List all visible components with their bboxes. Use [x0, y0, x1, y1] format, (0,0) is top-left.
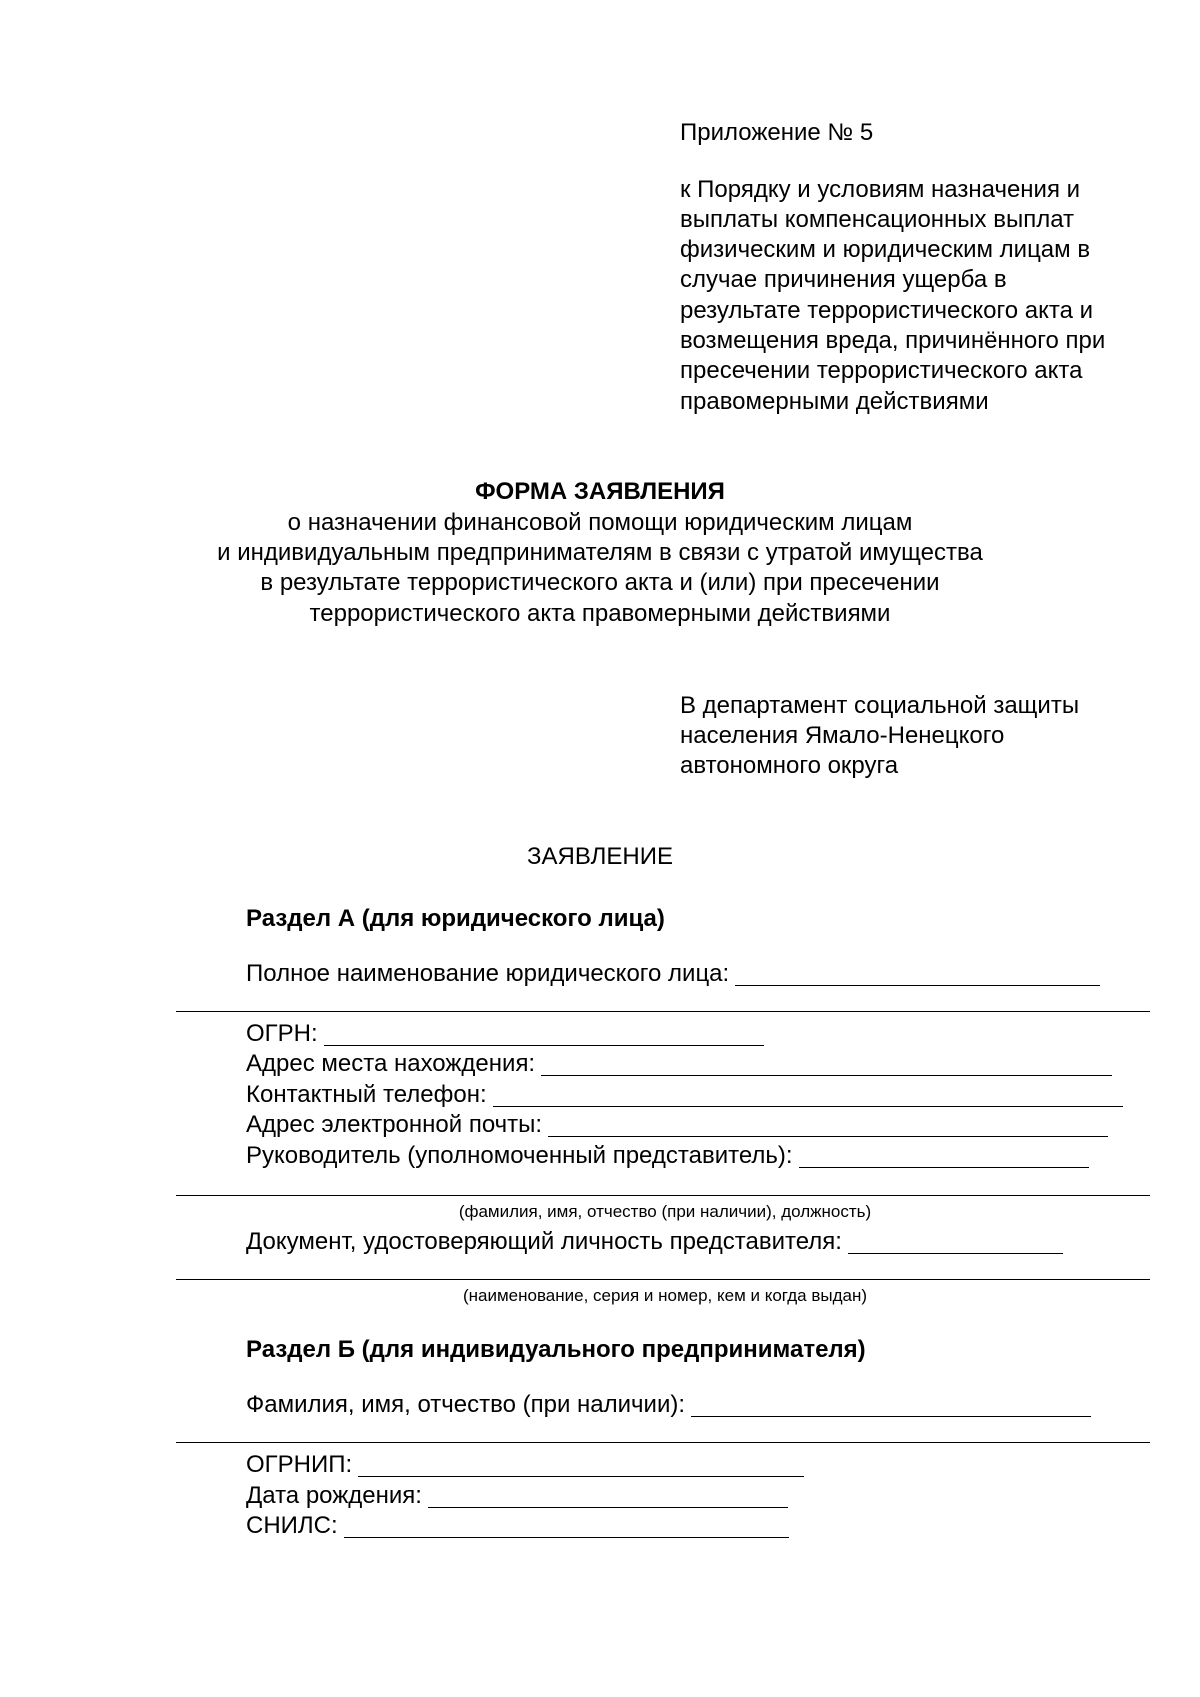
ip-name-continuation-line[interactable] — [176, 1442, 1150, 1443]
ogrnip-label: ОГРНИП: — [246, 1451, 353, 1478]
ogrn-field[interactable] — [246, 1022, 764, 1046]
appendix-line: пресечении террористического акта — [680, 357, 1083, 384]
form-title-line: террористического акта правомерными действиями — [309, 600, 891, 627]
ip-name-blank[interactable] — [691, 1396, 1091, 1417]
birth-date-field[interactable] — [246, 1484, 788, 1508]
snils-field[interactable] — [246, 1514, 789, 1538]
appendix-line: случае причинения ущерба в — [680, 266, 1007, 293]
ogrnip-blank[interactable] — [358, 1456, 804, 1477]
birth-date-label: Дата рождения: — [246, 1482, 422, 1509]
appendix-line: физическим и юридическим лицам в — [680, 236, 1091, 263]
birth-date-blank[interactable] — [428, 1487, 788, 1508]
form-heading: ФОРМА ЗАЯВЛЕНИЯ — [475, 478, 725, 505]
email-field[interactable] — [246, 1113, 1108, 1137]
id-doc-field[interactable] — [246, 1230, 1063, 1254]
ip-name-label: Фамилия, имя, отчество (при наличии): — [246, 1391, 686, 1418]
id-doc-continuation-line[interactable] — [176, 1279, 1150, 1280]
id-doc-blank[interactable] — [848, 1233, 1063, 1254]
snils-label: СНИЛС: — [246, 1512, 338, 1539]
address-label: Адрес места нахождения: — [246, 1050, 536, 1077]
id-doc-label: Документ, удостоверяющий личность представителя: — [246, 1228, 842, 1255]
phone-field[interactable] — [246, 1083, 1123, 1107]
statement-title: ЗАЯВЛЕНИЕ — [527, 843, 673, 870]
email-label: Адрес электронной почты: — [246, 1111, 543, 1138]
form-title-line: в результате террористического акта и (или) при пресечении — [260, 569, 940, 596]
appendix-line: выплаты компенсационных выплат — [680, 206, 1075, 233]
appendix-line: к Порядку и условиям назначения и — [680, 176, 1081, 203]
head-continuation-line[interactable] — [176, 1195, 1150, 1196]
appendix-line: результате террористического акта и — [680, 297, 1094, 324]
snils-blank[interactable] — [344, 1517, 789, 1538]
appendix-number: Приложение № 5 — [680, 119, 874, 146]
section-a-heading: Раздел А (для юридического лица) — [246, 905, 665, 932]
form-title-line: и индивидуальным предпринимателям в связи с утратой имущества — [217, 539, 983, 566]
full-name-label: Полное наименование юридического лица: — [246, 960, 730, 987]
appendix-line: правомерными действиями — [680, 388, 989, 415]
id-doc-caption: (наименование, серия и номер, кем и когда выдан) — [462, 1286, 867, 1305]
addressee-line: автономного округа — [680, 752, 899, 779]
appendix-line: возмещения вреда, причинённого при — [680, 327, 1106, 354]
ip-name-field[interactable] — [246, 1393, 1091, 1417]
full-name-field[interactable] — [246, 962, 1100, 986]
full-name-blank[interactable] — [735, 965, 1100, 986]
head-caption: (фамилия, имя, отчество (при наличии), должность) — [458, 1202, 872, 1221]
head-blank[interactable] — [799, 1147, 1089, 1168]
email-blank[interactable] — [548, 1116, 1108, 1137]
addressee-line: населения Ямало-Ненецкого — [680, 722, 1005, 749]
ogrn-blank[interactable] — [324, 1025, 764, 1046]
address-field[interactable] — [246, 1052, 1112, 1076]
form-title-line: о назначении финансовой помощи юридическим лицам — [287, 509, 913, 536]
full-name-continuation-line[interactable] — [176, 1011, 1150, 1012]
address-blank[interactable] — [541, 1055, 1112, 1076]
addressee-line: В департамент социальной защиты — [680, 692, 1080, 719]
phone-blank[interactable] — [493, 1086, 1123, 1107]
ogrn-label: ОГРН: — [246, 1020, 318, 1047]
section-b-heading: Раздел Б (для индивидуального предпринимателя) — [246, 1336, 866, 1363]
phone-label: Контактный телефон: — [246, 1081, 487, 1108]
ogrnip-field[interactable] — [246, 1453, 804, 1477]
head-label: Руководитель (уполномоченный представитель): — [246, 1142, 793, 1169]
head-field[interactable] — [246, 1144, 1089, 1168]
